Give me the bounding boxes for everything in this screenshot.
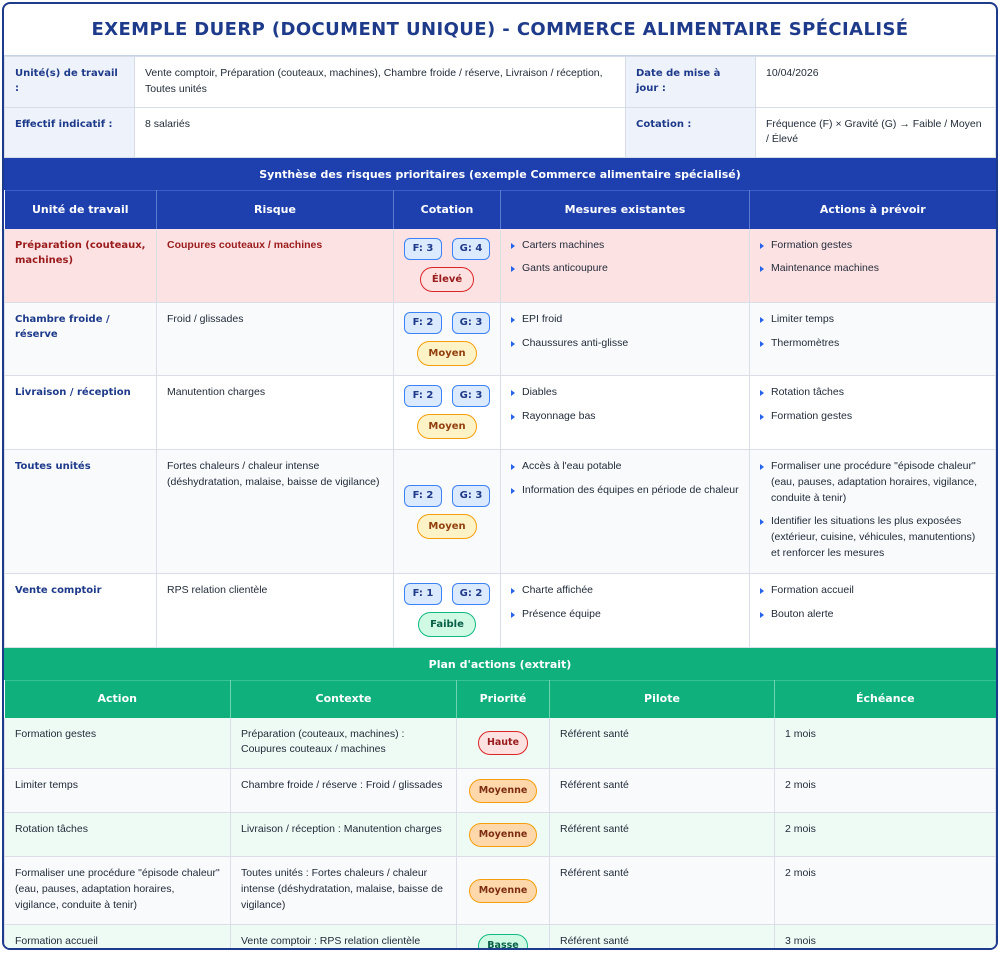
priority-cell [457, 925, 550, 951]
header-action: Action [5, 681, 231, 718]
deadline-cell: 2 mois [775, 769, 996, 813]
frequency-chip: F: 2 [404, 312, 442, 334]
risk-level-badge: Faible [418, 612, 476, 637]
risk-rating [394, 229, 501, 303]
context-cell: Vente comptoir : RPS relation clientèle [231, 925, 457, 951]
list-item: Formation gestes [760, 238, 985, 254]
risk-label: Fortes chaleurs / chaleur intense (déshydratation, malaise, baisse de vigilance) [157, 450, 394, 574]
risk-level-badge: Moyen [417, 414, 477, 439]
gravity-chip: G: 3 [452, 312, 490, 334]
rating-label: Cotation : [626, 107, 756, 158]
list-item: Formation accueil [760, 583, 985, 599]
list-item: Maintenance machines [760, 261, 985, 277]
list-item: Carters machines [511, 238, 739, 254]
risk-row [5, 376, 996, 450]
date-label: Date de mise à jour : [626, 57, 756, 108]
planned-actions [750, 450, 996, 574]
existing-measures [501, 303, 750, 376]
priority-badge: Basse [478, 934, 528, 950]
priority-cell [457, 718, 550, 769]
units-label: Unité(s) de travail : [5, 57, 135, 108]
planned-actions [750, 574, 996, 648]
pilot-cell: Référent santé [550, 769, 775, 813]
pilot-cell: Référent santé [550, 857, 775, 925]
list-item: Information des équipes en période de chaleur [511, 483, 739, 499]
planned-actions [750, 376, 996, 450]
units-value: Vente comptoir, Préparation (couteaux, machines), Chambre froide / réserve, Livraison / réception, Toutes unités [135, 57, 626, 108]
risk-level-badge: Moyen [417, 514, 477, 539]
meta-table [4, 56, 996, 158]
header-rating: Cotation [394, 191, 501, 229]
list-item: Gants anticoupure [511, 261, 739, 277]
risk-row [5, 229, 996, 303]
risk-label: RPS relation clientèle [157, 574, 394, 648]
risk-unit: Toutes unités [5, 450, 157, 574]
existing-measures [501, 229, 750, 303]
table-row [5, 925, 996, 951]
risk-rating [394, 574, 501, 648]
staff-label: Effectif indicatif : [5, 107, 135, 158]
action-plan-table [4, 680, 996, 950]
list-item: Identifier les situations les plus exposées (extérieur, cuisine, véhicules, manutentions) et renforcer les mesures [760, 514, 985, 561]
priority-badge: Moyenne [469, 779, 537, 803]
risk-unit: Chambre froide / réserve [5, 303, 157, 376]
existing-measures [501, 376, 750, 450]
risk-unit: Livraison / réception [5, 376, 157, 450]
priority-cell [457, 769, 550, 813]
action-cell: Formation gestes [5, 718, 231, 769]
priority-badge: Moyenne [469, 823, 537, 847]
risk-row [5, 450, 996, 574]
table-row [5, 718, 996, 769]
list-item: Formaliser une procédure "épisode chaleur" (eau, pauses, adaptation horaires, vigilance, conduite à tenir) [760, 459, 985, 506]
context-cell: Préparation (couteaux, machines) : Coupures couteaux / machines [231, 718, 457, 769]
list-item: Diables [511, 385, 739, 401]
date-value: 10/04/2026 [756, 57, 996, 108]
list-item: Rotation tâches [760, 385, 985, 401]
risk-label: Coupures couteaux / machines [157, 229, 394, 303]
gravity-chip: G: 2 [452, 583, 490, 605]
priority-badge: Haute [478, 731, 528, 755]
action-cell: Limiter temps [5, 769, 231, 813]
planned-actions [750, 229, 996, 303]
pilot-cell: Référent santé [550, 718, 775, 769]
gravity-chip: G: 3 [452, 485, 490, 507]
risk-rating [394, 303, 501, 376]
existing-measures [501, 450, 750, 574]
risk-section-title: Synthèse des risques prioritaires (exemple Commerce alimentaire spécialisé) [4, 158, 996, 190]
pilot-cell: Référent santé [550, 925, 775, 951]
deadline-cell: 2 mois [775, 813, 996, 857]
action-section-title: Plan d'actions (extrait) [4, 648, 996, 680]
header-planned-actions: Actions à prévoir [750, 191, 996, 229]
list-item: Limiter temps [760, 312, 985, 328]
list-item: Présence équipe [511, 607, 739, 623]
priority-cell [457, 857, 550, 925]
list-item: Rayonnage bas [511, 409, 739, 425]
list-item: Accès à l'eau potable [511, 459, 739, 475]
list-item: Thermomètres [760, 336, 985, 352]
table-row [5, 813, 996, 857]
rating-value: Fréquence (F) × Gravité (G) → Faible / Moyen / Élevé [756, 107, 996, 158]
deadline-cell: 3 mois [775, 925, 996, 951]
document-title: EXEMPLE DUERP (DOCUMENT UNIQUE) - COMMERCE ALIMENTAIRE SPÉCIALISÉ [4, 4, 996, 56]
risk-level-badge: Moyen [417, 341, 477, 366]
risk-unit: Vente comptoir [5, 574, 157, 648]
header-deadline: Échéance [775, 681, 996, 718]
context-cell: Chambre froide / réserve : Froid / glissades [231, 769, 457, 813]
pilot-cell: Référent santé [550, 813, 775, 857]
risk-row [5, 574, 996, 648]
action-cell: Rotation tâches [5, 813, 231, 857]
risk-level-badge: Élevé [420, 267, 474, 292]
deadline-cell: 1 mois [775, 718, 996, 769]
context-cell: Livraison / réception : Manutention charges [231, 813, 457, 857]
risk-unit: Préparation (couteaux, machines) [5, 229, 157, 303]
frequency-chip: F: 3 [404, 238, 442, 260]
existing-measures [501, 574, 750, 648]
gravity-chip: G: 4 [452, 238, 490, 260]
frequency-chip: F: 2 [404, 485, 442, 507]
risk-rating [394, 376, 501, 450]
header-risk: Risque [157, 191, 394, 229]
risk-table [4, 190, 996, 648]
action-table-header [5, 681, 996, 718]
context-cell: Toutes unités : Fortes chaleurs / chaleur intense (déshydratation, malaise, baisse de vigilance) [231, 857, 457, 925]
list-item: Formation gestes [760, 409, 985, 425]
staff-value: 8 salariés [135, 107, 626, 158]
list-item: Chaussures anti-glisse [511, 336, 739, 352]
risk-table-header [5, 191, 996, 229]
list-item: Charte affichée [511, 583, 739, 599]
planned-actions [750, 303, 996, 376]
priority-cell [457, 813, 550, 857]
header-context: Contexte [231, 681, 457, 718]
list-item: Bouton alerte [760, 607, 985, 623]
risk-row [5, 303, 996, 376]
list-item: EPI froid [511, 312, 739, 328]
action-cell: Formaliser une procédure "épisode chaleur" (eau, pauses, adaptation horaires, vigilance, conduite à tenir) [5, 857, 231, 925]
deadline-cell: 2 mois [775, 857, 996, 925]
header-existing-measures: Mesures existantes [501, 191, 750, 229]
header-priority: Priorité [457, 681, 550, 718]
risk-label: Manutention charges [157, 376, 394, 450]
risk-rating [394, 450, 501, 574]
frequency-chip: F: 2 [404, 385, 442, 407]
priority-badge: Moyenne [469, 879, 537, 903]
risk-label: Froid / glissades [157, 303, 394, 376]
table-row [5, 857, 996, 925]
document [2, 2, 998, 950]
action-cell: Formation accueil [5, 925, 231, 951]
header-unit: Unité de travail [5, 191, 157, 229]
frequency-chip: F: 1 [404, 583, 442, 605]
gravity-chip: G: 3 [452, 385, 490, 407]
header-pilot: Pilote [550, 681, 775, 718]
table-row [5, 769, 996, 813]
